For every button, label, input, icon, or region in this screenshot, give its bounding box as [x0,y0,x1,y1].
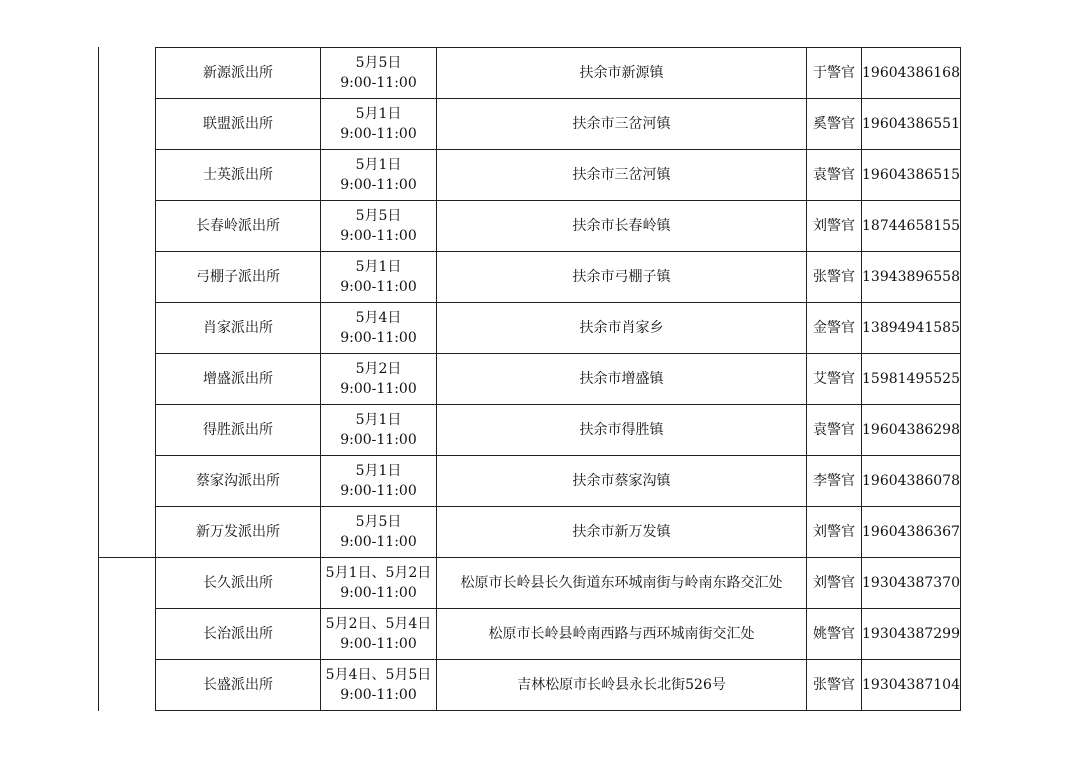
phone-number: 19604386298 [862,405,961,456]
station-name: 士英派出所 [156,150,321,201]
phone-number: 13943896558 [862,252,961,303]
station-name: 新源派出所 [156,48,321,99]
date-text: 5月4日 [355,310,402,326]
station-name: 得胜派出所 [156,405,321,456]
table-row [156,507,961,558]
date-text: 5月1日、5月2日 [325,565,432,581]
phone-number: 15981495525 [862,354,961,405]
date-text: 5月2日 [355,361,402,377]
address: 扶余市蔡家沟镇 [437,456,807,507]
station-name: 蔡家沟派出所 [156,456,321,507]
officer-name: 袁警官 [807,405,862,456]
address: 松原市长岭县岭南西路与西环城南街交汇处 [437,609,807,660]
date-text: 5月1日 [355,259,402,275]
date-time-cell [321,660,437,711]
time-text: 9:00-11:00 [340,432,417,448]
table-row [156,354,961,405]
date-text: 5月1日 [355,157,402,173]
table-row [156,303,961,354]
address: 扶余市三岔河镇 [437,99,807,150]
officer-name: 张警官 [807,252,862,303]
address: 扶余市新源镇 [437,48,807,99]
table-row [156,456,961,507]
time-text: 9:00-11:00 [340,75,417,91]
table-row [156,201,961,252]
date-time-cell [321,150,437,201]
date-text: 5月5日 [355,208,402,224]
officer-name: 金警官 [807,303,862,354]
address: 扶余市弓棚子镇 [437,252,807,303]
phone-number: 19604386168 [862,48,961,99]
phone-number: 19604386515 [862,150,961,201]
date-text: 5月1日 [355,412,402,428]
time-text: 9:00-11:00 [340,534,417,550]
date-time-cell [321,99,437,150]
table-row [156,150,961,201]
table-row [156,609,961,660]
station-name: 长春岭派出所 [156,201,321,252]
phone-number: 19304387299 [862,609,961,660]
phone-number: 19304387370 [862,558,961,609]
officer-name: 艾警官 [807,354,862,405]
date-text: 5月2日、5月4日 [325,616,432,632]
station-name: 增盛派出所 [156,354,321,405]
officer-name: 李警官 [807,456,862,507]
table-row [156,405,961,456]
phone-number: 19304387104 [862,660,961,711]
date-time-cell [321,558,437,609]
date-time-cell [321,303,437,354]
officer-name: 袁警官 [807,150,862,201]
officer-name: 刘警官 [807,201,862,252]
station-name: 肖家派出所 [156,303,321,354]
phone-number: 18744658155 [862,201,961,252]
phone-number: 19604386078 [862,456,961,507]
time-text: 9:00-11:00 [340,177,417,193]
address: 松原市长岭县长久街道东环城南街与岭南东路交汇处 [437,558,807,609]
table-row [156,252,961,303]
date-text: 5月5日 [355,514,402,530]
date-time-cell [321,405,437,456]
date-text: 5月4日、5月5日 [325,667,432,683]
table-row [156,660,961,711]
station-name: 长久派出所 [156,558,321,609]
date-time-cell [321,252,437,303]
date-time-cell [321,609,437,660]
date-time-cell [321,201,437,252]
station-name: 长治派出所 [156,609,321,660]
table-row [156,558,961,609]
time-text: 9:00-11:00 [340,279,417,295]
time-text: 9:00-11:00 [340,330,417,346]
group-separator-line [98,557,155,558]
address: 扶余市三岔河镇 [437,150,807,201]
table-row [156,99,961,150]
phone-number: 13894941585 [862,303,961,354]
time-text: 9:00-11:00 [340,687,417,703]
officer-name: 张警官 [807,660,862,711]
left-border-line [98,47,99,711]
date-text: 5月1日 [355,106,402,122]
date-text: 5月5日 [355,55,402,71]
phone-number: 19604386551 [862,99,961,150]
table-row [156,48,961,99]
police-station-table [155,47,961,711]
address: 扶余市肖家乡 [437,303,807,354]
station-name: 长盛派出所 [156,660,321,711]
officer-name: 姚警官 [807,609,862,660]
date-time-cell [321,456,437,507]
station-name: 新万发派出所 [156,507,321,558]
time-text: 9:00-11:00 [340,126,417,142]
date-time-cell [321,507,437,558]
time-text: 9:00-11:00 [340,381,417,397]
address: 吉林松原市长岭县永长北街526号 [437,660,807,711]
address: 扶余市增盛镇 [437,354,807,405]
officer-name: 刘警官 [807,558,862,609]
time-text: 9:00-11:00 [340,636,417,652]
station-name: 弓棚子派出所 [156,252,321,303]
officer-name: 刘警官 [807,507,862,558]
address: 扶余市长春岭镇 [437,201,807,252]
table-body [156,48,961,711]
officer-name: 奚警官 [807,99,862,150]
officer-name: 于警官 [807,48,862,99]
address: 扶余市新万发镇 [437,507,807,558]
time-text: 9:00-11:00 [340,585,417,601]
phone-number: 19604386367 [862,507,961,558]
address: 扶余市得胜镇 [437,405,807,456]
date-text: 5月1日 [355,463,402,479]
date-time-cell [321,48,437,99]
time-text: 9:00-11:00 [340,228,417,244]
date-time-cell [321,354,437,405]
station-name: 联盟派出所 [156,99,321,150]
time-text: 9:00-11:00 [340,483,417,499]
